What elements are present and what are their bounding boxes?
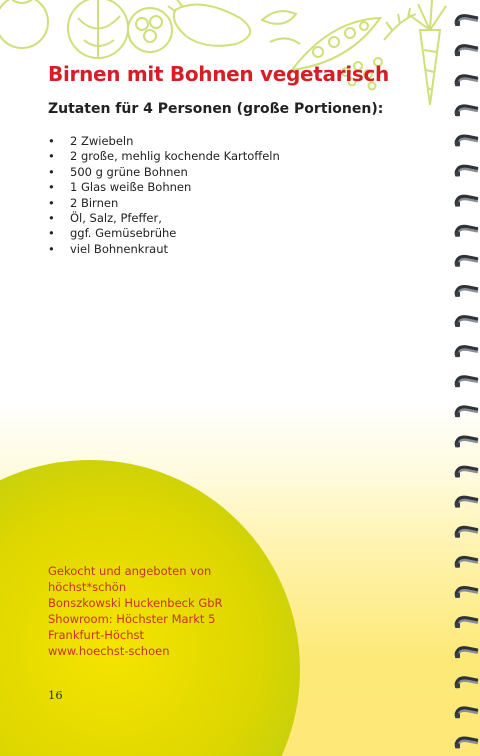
page-number: 16 [48, 688, 63, 702]
binding-ring [455, 226, 478, 236]
website-link[interactable]: www.hoechst-schoen [48, 644, 170, 658]
ingredient-item: • 2 Zwiebeln [48, 134, 134, 148]
recipe-title: Birnen mit Bohnen vegetarisch [48, 62, 389, 86]
binding-ring [455, 106, 478, 116]
binding-ring [455, 708, 478, 718]
binding-ring [455, 407, 478, 417]
leaf-icon [262, 11, 296, 24]
bullet-icon: • [48, 226, 55, 241]
binding-ring [455, 527, 478, 537]
binding-ring [455, 287, 478, 297]
bullet-icon: • [48, 241, 55, 256]
binding-ring [455, 648, 478, 658]
ingredient-item: • 1 Glas weiße Bohnen [48, 180, 192, 195]
eggplant-icon [174, 5, 250, 46]
credit-line: höchst*schön [48, 580, 127, 594]
bullet-icon: • [48, 211, 55, 226]
credit-line: Showroom: Höchster Markt 5 [48, 612, 216, 626]
ingredient-item: • Öl, Salz, Pfeffer, [48, 211, 162, 226]
credit-line: Bonszkowski Huckenbeck GbR [48, 596, 223, 610]
ingredient-item: • 2 Birnen [48, 195, 119, 210]
binding-ring [455, 196, 478, 206]
binding-ring [455, 377, 478, 387]
binding-ring [455, 497, 478, 507]
credit-line: Gekocht und angeboten von [48, 564, 212, 578]
vegetable-illustration [0, 0, 450, 110]
ingredient-item: • viel Bohnenkraut [48, 241, 169, 256]
binding-ring [455, 76, 478, 86]
ingredient-item: • ggf. Gemüsebrühe [48, 226, 177, 241]
binding-ring [455, 166, 478, 176]
binding-ring [455, 46, 478, 56]
binding-ring [455, 467, 478, 477]
bullet-icon: • [48, 134, 55, 148]
bullet-icon: • [48, 195, 55, 210]
credits-block [48, 563, 223, 659]
ingredients-heading: Zutaten für 4 Personen (große Portionen): [48, 101, 384, 117]
ingredient-item: • 2 große, mehlig kochende Kartoffeln [48, 149, 280, 164]
ingredient-list [48, 134, 280, 257]
bullet-icon: • [48, 180, 55, 195]
carrot-icon [420, 30, 440, 105]
binding-ring [455, 256, 478, 266]
binding-ring [455, 557, 478, 567]
binding-ring [455, 678, 478, 688]
binding-ring [455, 347, 478, 357]
credit-line: Frankfurt-Höchst [48, 628, 145, 642]
binding-ring [455, 618, 478, 628]
tomato-icon [0, 0, 48, 48]
binding-ring [455, 588, 478, 598]
spiral-binding [452, 0, 480, 756]
bullet-icon: • [48, 149, 55, 164]
binding-ring [455, 136, 478, 146]
binding-ring [455, 317, 478, 327]
binding-ring [455, 437, 478, 447]
binding-ring [455, 16, 478, 26]
bullet-icon: • [48, 164, 55, 179]
ingredient-item: • 500 g grüne Bohnen [48, 164, 188, 179]
binding-ring [455, 738, 478, 748]
